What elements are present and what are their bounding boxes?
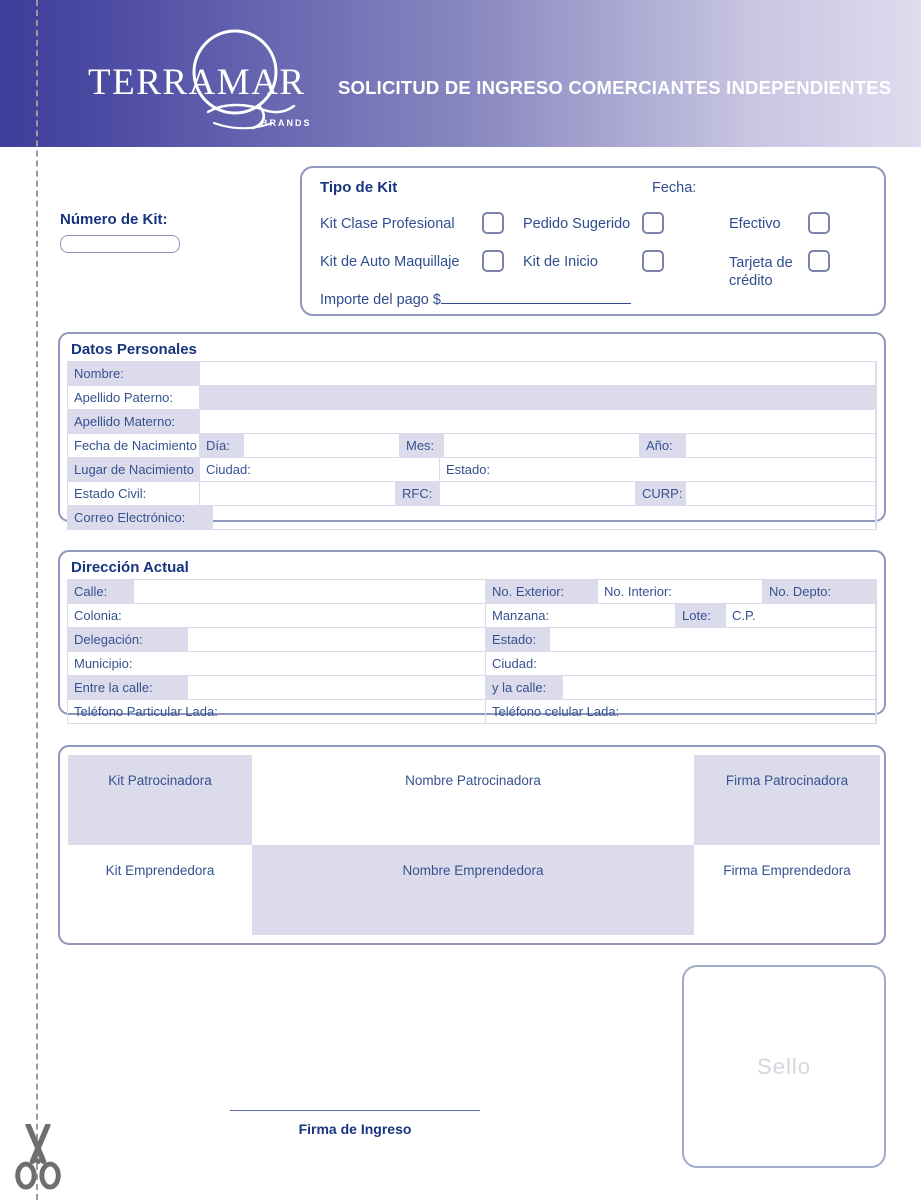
- field-apellido-paterno[interactable]: [200, 386, 876, 409]
- cell-nombre-emprendedora[interactable]: Nombre Emprendedora: [252, 845, 694, 935]
- fecha-label: Fecha:: [652, 180, 697, 196]
- tipo-kit-heading: Tipo de Kit: [320, 179, 398, 196]
- label-lote: Lote:: [676, 604, 726, 627]
- firma-ingreso-label: Firma de Ingreso: [298, 1121, 412, 1137]
- importe-label: Importe del pago $: [320, 292, 441, 308]
- field-correo[interactable]: [213, 506, 876, 529]
- cell-firma-patrocinadora[interactable]: Firma Patrocinadora: [694, 755, 880, 845]
- kit-number-block: [60, 211, 180, 253]
- label-anio: Año:: [640, 434, 686, 457]
- sponsor-table: [58, 745, 886, 945]
- sponsor-grid: [68, 755, 876, 935]
- label-dia: Día:: [200, 434, 244, 457]
- checkbox-kit-clase-profesional[interactable]: [482, 212, 504, 234]
- field-anio[interactable]: [686, 434, 876, 457]
- datos-personales-heading: Datos Personales: [71, 341, 197, 358]
- option-label-tarjeta-credito: Tarjeta de crédito: [729, 255, 793, 289]
- field-estado-civil[interactable]: [200, 482, 396, 505]
- option-label-efectivo: Efectivo: [729, 216, 781, 232]
- field-y-la-calle[interactable]: [563, 676, 876, 699]
- label-ciudad[interactable]: Ciudad:: [486, 652, 876, 675]
- label-calle: Calle:: [68, 580, 134, 603]
- row-municipio: [68, 652, 876, 676]
- field-dia[interactable]: [244, 434, 400, 457]
- label-no-interior[interactable]: No. Interior:: [598, 580, 763, 603]
- field-nombre[interactable]: [200, 362, 876, 385]
- cell-kit-patrocinadora[interactable]: Kit Patrocinadora: [68, 755, 252, 845]
- checkbox-tarjeta-credito[interactable]: [808, 250, 830, 272]
- firma-ingreso-area[interactable]: [230, 1110, 480, 1139]
- checkbox-efectivo[interactable]: [808, 212, 830, 234]
- label-fecha-nacimiento: Fecha de Nacimiento: [68, 434, 200, 457]
- option-label-pedido-sugerido: Pedido Sugerido: [523, 216, 631, 232]
- direccion-actual-grid: [67, 579, 877, 724]
- field-calle[interactable]: [134, 580, 486, 603]
- label-ciudad-nacimiento[interactable]: Ciudad:: [200, 458, 440, 481]
- label-municipio[interactable]: Municipio:: [68, 652, 486, 675]
- label-telefono-celular[interactable]: Teléfono celular Lada:: [486, 700, 876, 723]
- label-manzana[interactable]: Manzana:: [486, 604, 676, 627]
- label-telefono-particular[interactable]: Teléfono Particular Lada:: [68, 700, 486, 723]
- page-title: SOLICITUD DE INGRESO COMERCIANTES INDEPENDIENTES: [338, 77, 892, 98]
- label-colonia[interactable]: Colonia:: [68, 604, 486, 627]
- label-nombre: Nombre:: [68, 362, 200, 385]
- row-estado-civil: [68, 482, 876, 506]
- option-label-kit-de-inicio: Kit de Inicio: [523, 254, 598, 270]
- importe-row: [320, 290, 631, 308]
- label-curp: CURP:: [636, 482, 686, 505]
- label-estado-nacimiento[interactable]: Estado:: [440, 458, 876, 481]
- logo-subtext: BRANDS: [261, 118, 312, 128]
- cell-kit-emprendedora[interactable]: Kit Emprendedora: [105, 863, 215, 878]
- label-no-exterior: No. Exterior:: [486, 580, 598, 603]
- row-calle: [68, 580, 876, 604]
- option-label-kit-clase-profesional: Kit Clase Profesional: [320, 216, 455, 232]
- header-banner: [0, 0, 921, 147]
- label-correo: Correo Electrónico:: [68, 506, 213, 529]
- field-entre-calle[interactable]: [188, 676, 486, 699]
- field-delegacion[interactable]: [188, 628, 486, 651]
- row-lugar-nacimiento: [68, 458, 876, 482]
- field-estado[interactable]: [550, 628, 876, 651]
- label-lugar-nacimiento: Lugar de Nacimiento: [68, 458, 200, 481]
- sello-label: Sello: [757, 1053, 811, 1079]
- label-apellido-materno: Apellido Materno:: [68, 410, 200, 433]
- kit-number-input[interactable]: [60, 235, 180, 253]
- label-entre-calle: Entre la calle:: [68, 676, 188, 699]
- field-rfc[interactable]: [440, 482, 636, 505]
- row-colonia: [68, 604, 876, 628]
- label-no-depto[interactable]: No. Depto:: [763, 580, 876, 603]
- terramar-logo: [88, 24, 313, 136]
- sello-stamp-area[interactable]: [682, 965, 886, 1168]
- label-y-la-calle: y la calle:: [486, 676, 563, 699]
- row-telefonos: [68, 700, 876, 724]
- direccion-actual-heading: Dirección Actual: [71, 559, 189, 576]
- checkbox-pedido-sugerido[interactable]: [642, 212, 664, 234]
- label-apellido-paterno: Apellido Paterno:: [68, 386, 200, 409]
- scissors-icon: [13, 1124, 63, 1192]
- field-mes[interactable]: [444, 434, 640, 457]
- cell-nombre-patrocinadora[interactable]: Nombre Patrocinadora: [405, 773, 541, 788]
- row-apellido-paterno: [68, 386, 876, 410]
- label-rfc: RFC:: [396, 482, 440, 505]
- direccion-actual-section: [58, 550, 886, 719]
- option-label-kit-auto-maquillaje: Kit de Auto Maquillaje: [320, 254, 460, 270]
- datos-personales-grid: [67, 361, 877, 530]
- kit-number-label: Número de Kit:: [60, 211, 168, 228]
- row-entre-calle: [68, 676, 876, 700]
- label-cp[interactable]: C.P.: [726, 604, 876, 627]
- label-delegacion: Delegación:: [68, 628, 188, 651]
- row-delegacion: [68, 628, 876, 652]
- label-mes: Mes:: [400, 434, 444, 457]
- row-apellido-materno: [68, 410, 876, 434]
- cut-line: [36, 0, 38, 1200]
- row-correo: [68, 506, 876, 530]
- tipo-de-kit-box: [300, 166, 886, 316]
- checkbox-kit-de-inicio[interactable]: [642, 250, 664, 272]
- row-nombre: [68, 362, 876, 386]
- checkbox-kit-auto-maquillaje[interactable]: [482, 250, 504, 272]
- cell-firma-emprendedora[interactable]: Firma Emprendedora: [723, 863, 851, 878]
- datos-personales-section: [58, 332, 886, 525]
- label-estado-civil: Estado Civil:: [68, 482, 200, 505]
- label-estado: Estado:: [486, 628, 550, 651]
- logo-text: TERRAMAR: [88, 62, 306, 103]
- field-curp[interactable]: [686, 482, 876, 505]
- field-apellido-materno[interactable]: [200, 410, 876, 433]
- importe-field[interactable]: [441, 290, 631, 304]
- row-fecha-nacimiento: [68, 434, 876, 458]
